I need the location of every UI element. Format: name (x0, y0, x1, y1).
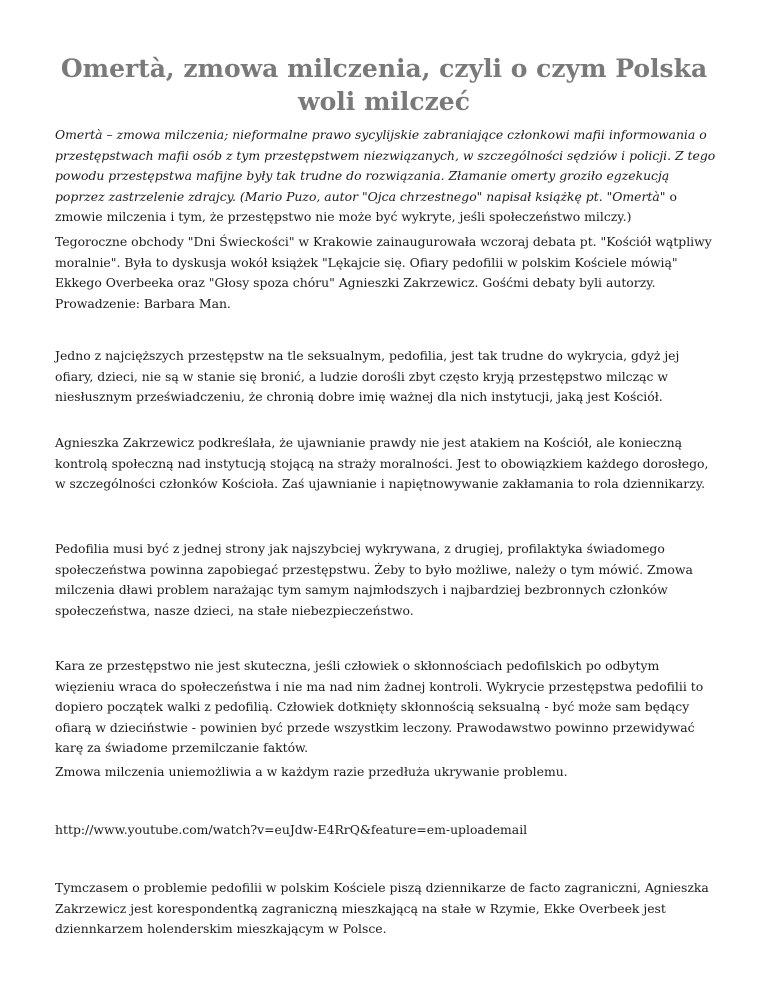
video-link-text: http://www.youtube.com/watch?v=euJdw-E4RrQ&feature=em-uploademail (55, 822, 528, 837)
paragraph: Kara ze przestępstwo nie jest skuteczna, jeśli człowiek o skłonnościach pedofilskich po odbytym więzieniu wraca do społeczeństwa i nie ma nad nim żadnej kontroli. Wykrycie przestępstwa pedofilii to dopiero początek walki z pedofilią. Człowiek dotknięty skłonnością seksualną - być może sam będący ofiarą w dzieciństwie - powinien być przede wszystkim leczony. Prawodawstwo powinno przewidywać karę za świadome przemilczanie faktów. (55, 658, 704, 755)
paragraph: Tymczasem o problemie pedofilii w polskim Kościele piszą dziennikarze de facto zagraniczni, Agnieszka Zakrzewicz jest korespondentką zagraniczną mieszkającą na stałe w Rzymie, Ekke Overbeek jest dziennkarzem holenderskim mieszkającym w Polsce. (55, 880, 709, 936)
paragraph: Agnieszka Zakrzewicz podkreślała, że ujawnianie prawdy nie jest atakiem na Kościół, ale konieczną kontrolą społeczną nad instytucją stojącą na straży moralności. Jest to obowiązkiem każdego dorosłego, w szczególności członków Kościoła. Zaś ujawnianie i napiętnowywanie zakłamania to rola dziennikarzy. (55, 435, 709, 491)
paragraph: Pedofilia musi być z jednej strony jak najszybciej wykrywana, z drugiej, profilaktyka świadomego społeczeństwa powinna zapobiegać przestępstwu. Żeby to było możliwe, należy o tym mówić. Zmowa milczenia dławi problem narażając tym samym najmłodszych i najbardziej bezbronnych członków społeczeństwa, nasze dzieci, na stałe niebezpieczeństwo. (55, 541, 693, 618)
paragraph: Jedno z najcięższych przestępstw na tle seksualnym, pedofilia, jest tak trudne do wykrycia, gdyż jej ofiary, dzieci, nie są w stanie się bronić, a ludzie dorośli zbyt często kryją przestępstwo milcząc w niesłusznym przeświadczeniu, że chronią dobre imię ważnej dla nich instytucji, jaką jest Kościół. (55, 348, 680, 404)
intro-regular-text: o zmowie milczenia i tym, że przestępstwo nie może być wykryte, jeśli społeczeństwo milczy.) (55, 188, 677, 224)
page-title: Omertà, zmowa milczenia, czyli o czym Polska woli milczeć (60, 54, 708, 116)
intro-paragraph (55, 125, 717, 228)
intro-italic-text: Omertà – zmowa milczenia; nieformalne prawo sycylijskie zabraniające członkowi mafii informowania o przestępstwach mafii osób z tym przestępstwem niezwiązanych, w szczególności sędziów i policji. Z tego powodu przestępstwa mafijne były tak trudne do rozwiązania. Złamanie omerty groziło egzekucją poprzez zastrzelenie zdrajcy. (Mario Puzo, autor "Ojca chrzestnego" napisał książkę pt. "Omertà" (55, 127, 716, 204)
paragraph: Zmowa milczenia uniemożliwia a w każdym razie przedłuża ukrywanie problemu. (55, 764, 568, 779)
paragraph: Tegoroczne obchody "Dni Świeckości" w Krakowie zainaugurowała wczoraj debata pt. "Kościół wątpliwy moralnie". Była to dyskusja wokół książek "Lękajcie się. Ofiary pedofilii w polskim Kościele mówią" Ekkego Overbeeka oraz "Głosy spoza chóru" Agnieszki Zakrzewicz. Gośćmi debaty byli autorzy. Prowadzenie: Barbara Man. (55, 234, 712, 311)
